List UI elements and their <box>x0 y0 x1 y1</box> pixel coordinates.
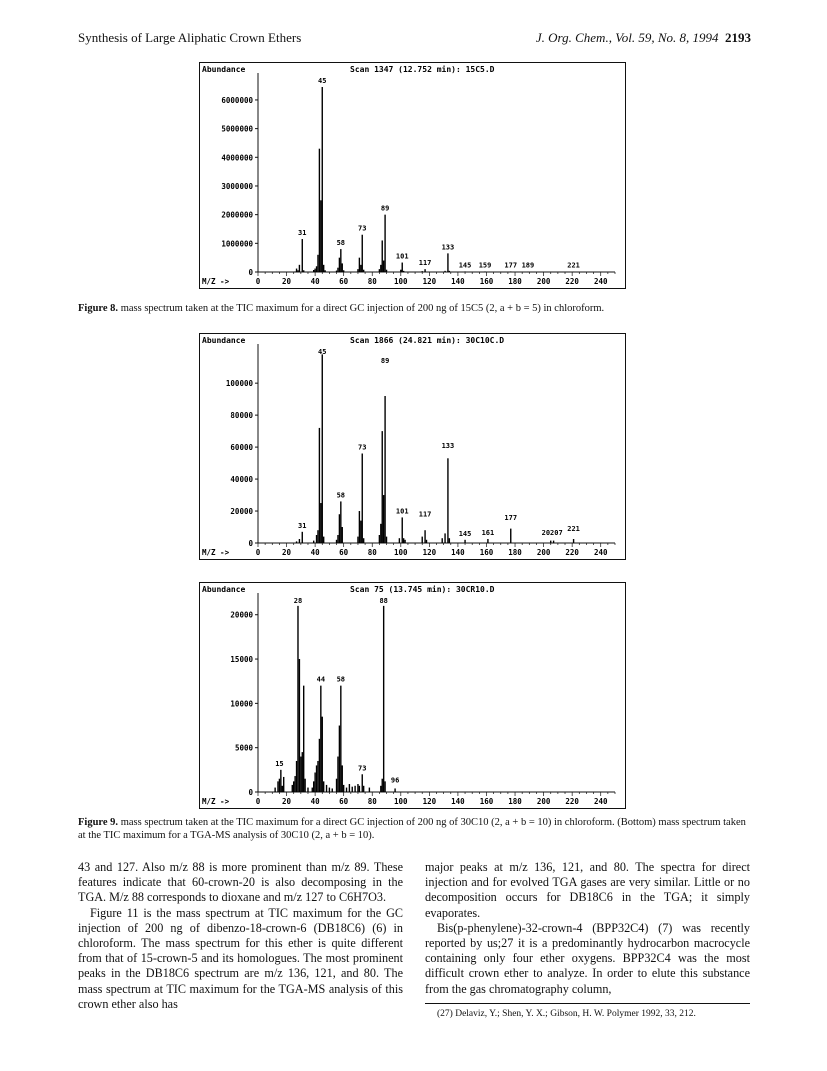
peak-label: 96 <box>390 776 400 785</box>
x-tick-label: 180 <box>508 548 522 557</box>
figure-8-label: Figure 8. <box>78 303 119 314</box>
x-tick-label: 160 <box>479 548 494 557</box>
footnote-27: (27) Delaviz, Y.; Shen, Y. X.; Gibson, H. W. Polymer 1992, 33, 212. <box>425 1003 750 1019</box>
peak-label: 133 <box>441 243 455 252</box>
peak-label: 45 <box>318 77 327 86</box>
x-tick-label: 0 <box>255 797 261 806</box>
paragraph: 43 and 127. Also m/z 88 is more prominent than m/z 89. These features indicate that 60-crown-20 is also decomposing in the TGA. M/z 88 corresponds to dioxane and m/z 127 to C6H7O3. <box>78 860 403 905</box>
paragraph: major peaks at m/z 136, 121, and 80. The spectra for direct injection and for evolved TGA gases are very similar. Little or no decomposition occurs for DB18C6 in the TGA; it simply evaporates. <box>425 860 750 920</box>
journal-volume: Vol. 59, No. 8, 1994 <box>615 30 719 45</box>
mass-spectrum-30c10-gc <box>200 334 625 559</box>
x-tick-label: 240 <box>593 548 608 557</box>
peak-label: 20207 <box>541 529 563 538</box>
y-axis-title: Abundance <box>202 336 246 345</box>
x-tick-label: 200 <box>536 548 551 557</box>
figure-8-text: mass spectrum taken at the TIC maximum for a direct GC injection of 200 ng of 15C5 (2, a + b = 5) in chloroform. <box>120 303 605 314</box>
x-tick-label: 180 <box>508 277 522 286</box>
peak-label: 189 <box>521 261 535 270</box>
peak-label: 58 <box>336 239 346 248</box>
running-header-title: Synthesis of Large Aliphatic Crown Ethers <box>78 30 302 45</box>
peak-label: 117 <box>418 510 432 519</box>
peak-label: 31 <box>298 229 307 238</box>
x-tick-label: 140 <box>451 548 465 557</box>
body-column-right <box>425 860 750 997</box>
y-tick-label: 20000 <box>230 610 253 620</box>
x-tick-label: 80 <box>367 277 377 286</box>
y-tick-label: 100000 <box>225 379 253 389</box>
x-tick-label: 120 <box>422 797 437 806</box>
x-tick-label: 240 <box>593 797 608 806</box>
y-tick-label: 0 <box>248 788 253 797</box>
peak-label: 161 <box>481 529 495 538</box>
y-axis-title: Abundance <box>202 65 246 74</box>
figure-8-caption <box>78 302 748 315</box>
figure-9-top-spectrum <box>199 333 626 560</box>
peak-label: 58 <box>336 491 346 500</box>
x-tick-label: 160 <box>479 277 494 286</box>
x-tick-label: 20 <box>282 277 292 286</box>
figure-9-label: Figure 9. <box>78 817 119 828</box>
x-tick-label: 40 <box>310 277 320 286</box>
figure-9-caption <box>78 816 748 842</box>
x-axis-title: M/Z -> <box>202 548 230 557</box>
peak-label: 89 <box>380 357 390 366</box>
journal-name: J. Org. Chem., <box>535 30 612 45</box>
peak-label: 73 <box>358 443 367 452</box>
x-tick-label: 100 <box>394 797 408 806</box>
x-tick-label: 160 <box>479 797 494 806</box>
y-tick-label: 40000 <box>230 475 253 485</box>
y-tick-label: 10000 <box>230 699 253 709</box>
peak-label: 58 <box>336 675 346 684</box>
x-tick-label: 240 <box>593 277 608 286</box>
y-tick-label: 20000 <box>230 507 253 517</box>
y-tick-label: 2000000 <box>221 210 253 220</box>
x-axis-title: M/Z -> <box>202 797 230 806</box>
peak-label: 101 <box>395 507 409 516</box>
peak-label: 145 <box>458 529 472 538</box>
x-tick-label: 0 <box>255 277 261 286</box>
x-tick-label: 80 <box>367 548 377 557</box>
y-tick-label: 5000 <box>234 743 253 753</box>
peak-label: 101 <box>395 252 409 261</box>
y-axis-title: Abundance <box>202 585 246 594</box>
chart-title: Scan 75 (13.745 min): 30CR10.D <box>350 585 495 594</box>
peak-label: 177 <box>504 513 518 522</box>
x-tick-label: 220 <box>565 797 579 806</box>
mass-spectrum-15c5 <box>200 63 625 288</box>
y-tick-label: 80000 <box>230 411 253 421</box>
peak-label: 89 <box>380 204 390 213</box>
peak-label: 133 <box>441 441 455 450</box>
y-tick-label: 0 <box>248 268 253 277</box>
paragraph: Figure 11 is the mass spectrum at TIC maximum for the GC injection of 200 ng of dibenzo-18-crown-6 (DB18C6) (6) in chloroform. The mass spectrum for this ether is quite different from that of 15-crown-5 and its homologues. The most prominent peaks in the DB18C6 spectrum are m/z 136, 121, and 80. The mass spectrum at TIC maximum for the TGA-MS analysis of this crown ether also has <box>78 905 403 1011</box>
figure-8-spectrum <box>199 62 626 289</box>
y-tick-label: 0 <box>248 539 253 548</box>
paragraph: Bis(p-phenylene)-32-crown-4 (BPP32C4) (7) was recently reported by us;27 it is a predominantly hydrocarbon macrocycle containing only four ether oxygens. BPP32C4 was the most difficult crown ether to analyze. In order to elute this substance from the gas chromatography column, <box>425 920 750 996</box>
peak-label: 159 <box>478 261 492 270</box>
peak-label: 28 <box>293 597 303 605</box>
x-tick-label: 20 <box>282 548 292 557</box>
y-tick-label: 3000000 <box>221 181 253 191</box>
x-tick-label: 100 <box>394 548 408 557</box>
x-tick-label: 120 <box>422 548 437 557</box>
x-tick-label: 100 <box>394 277 408 286</box>
y-tick-label: 60000 <box>230 443 253 453</box>
page-number: 2193 <box>725 30 751 45</box>
x-tick-label: 60 <box>339 277 349 286</box>
x-tick-label: 220 <box>565 548 579 557</box>
x-tick-label: 180 <box>508 797 522 806</box>
x-tick-label: 0 <box>255 548 261 557</box>
y-tick-label: 1000000 <box>221 239 253 249</box>
x-tick-label: 120 <box>422 277 437 286</box>
peak-label: 44 <box>316 675 326 684</box>
peak-label: 221 <box>567 261 580 270</box>
peak-label: 15 <box>275 759 284 768</box>
y-tick-label: 15000 <box>230 655 253 665</box>
body-column-left <box>78 860 403 1012</box>
x-tick-label: 20 <box>282 797 292 806</box>
peak-label: 177 <box>504 261 518 270</box>
x-tick-label: 40 <box>310 548 320 557</box>
x-tick-label: 220 <box>565 277 579 286</box>
peak-label: 31 <box>298 521 307 530</box>
x-tick-label: 60 <box>339 548 349 557</box>
chart-title: Scan 1347 (12.752 min): 15C5.D <box>350 65 495 74</box>
x-tick-label: 200 <box>536 277 551 286</box>
x-tick-label: 40 <box>310 797 320 806</box>
running-header-citation <box>536 30 751 46</box>
mass-spectrum-30c10-tga <box>200 583 625 808</box>
x-tick-label: 80 <box>367 797 377 806</box>
peak-label: 45 <box>318 348 327 356</box>
x-tick-label: 140 <box>451 277 465 286</box>
peak-label: 73 <box>358 764 367 773</box>
peak-label: 88 <box>379 597 388 605</box>
chart-title: Scan 1866 (24.821 min): 30C10C.D <box>350 336 505 345</box>
y-tick-label: 4000000 <box>221 153 253 163</box>
peak-label: 145 <box>458 261 472 270</box>
x-tick-label: 140 <box>451 797 465 806</box>
y-tick-label: 6000000 <box>221 95 253 105</box>
figure-9-bottom-spectrum <box>199 582 626 809</box>
x-tick-label: 200 <box>536 797 551 806</box>
figure-9-text: mass spectrum taken at the TIC maximum for a direct GC injection of 200 ng of 30C10 (2, a + b = 10) in chloroform. (Bottom) mass spectrum taken at the TIC maximum for a TGA-MS analysis of 30C10 (2, a + b = 10). <box>78 817 746 841</box>
y-tick-label: 5000000 <box>221 124 253 134</box>
peak-label: 221 <box>567 525 580 534</box>
x-tick-label: 60 <box>339 797 349 806</box>
peak-label: 117 <box>418 259 432 268</box>
peak-label: 73 <box>358 224 367 233</box>
x-axis-title: M/Z -> <box>202 277 230 286</box>
